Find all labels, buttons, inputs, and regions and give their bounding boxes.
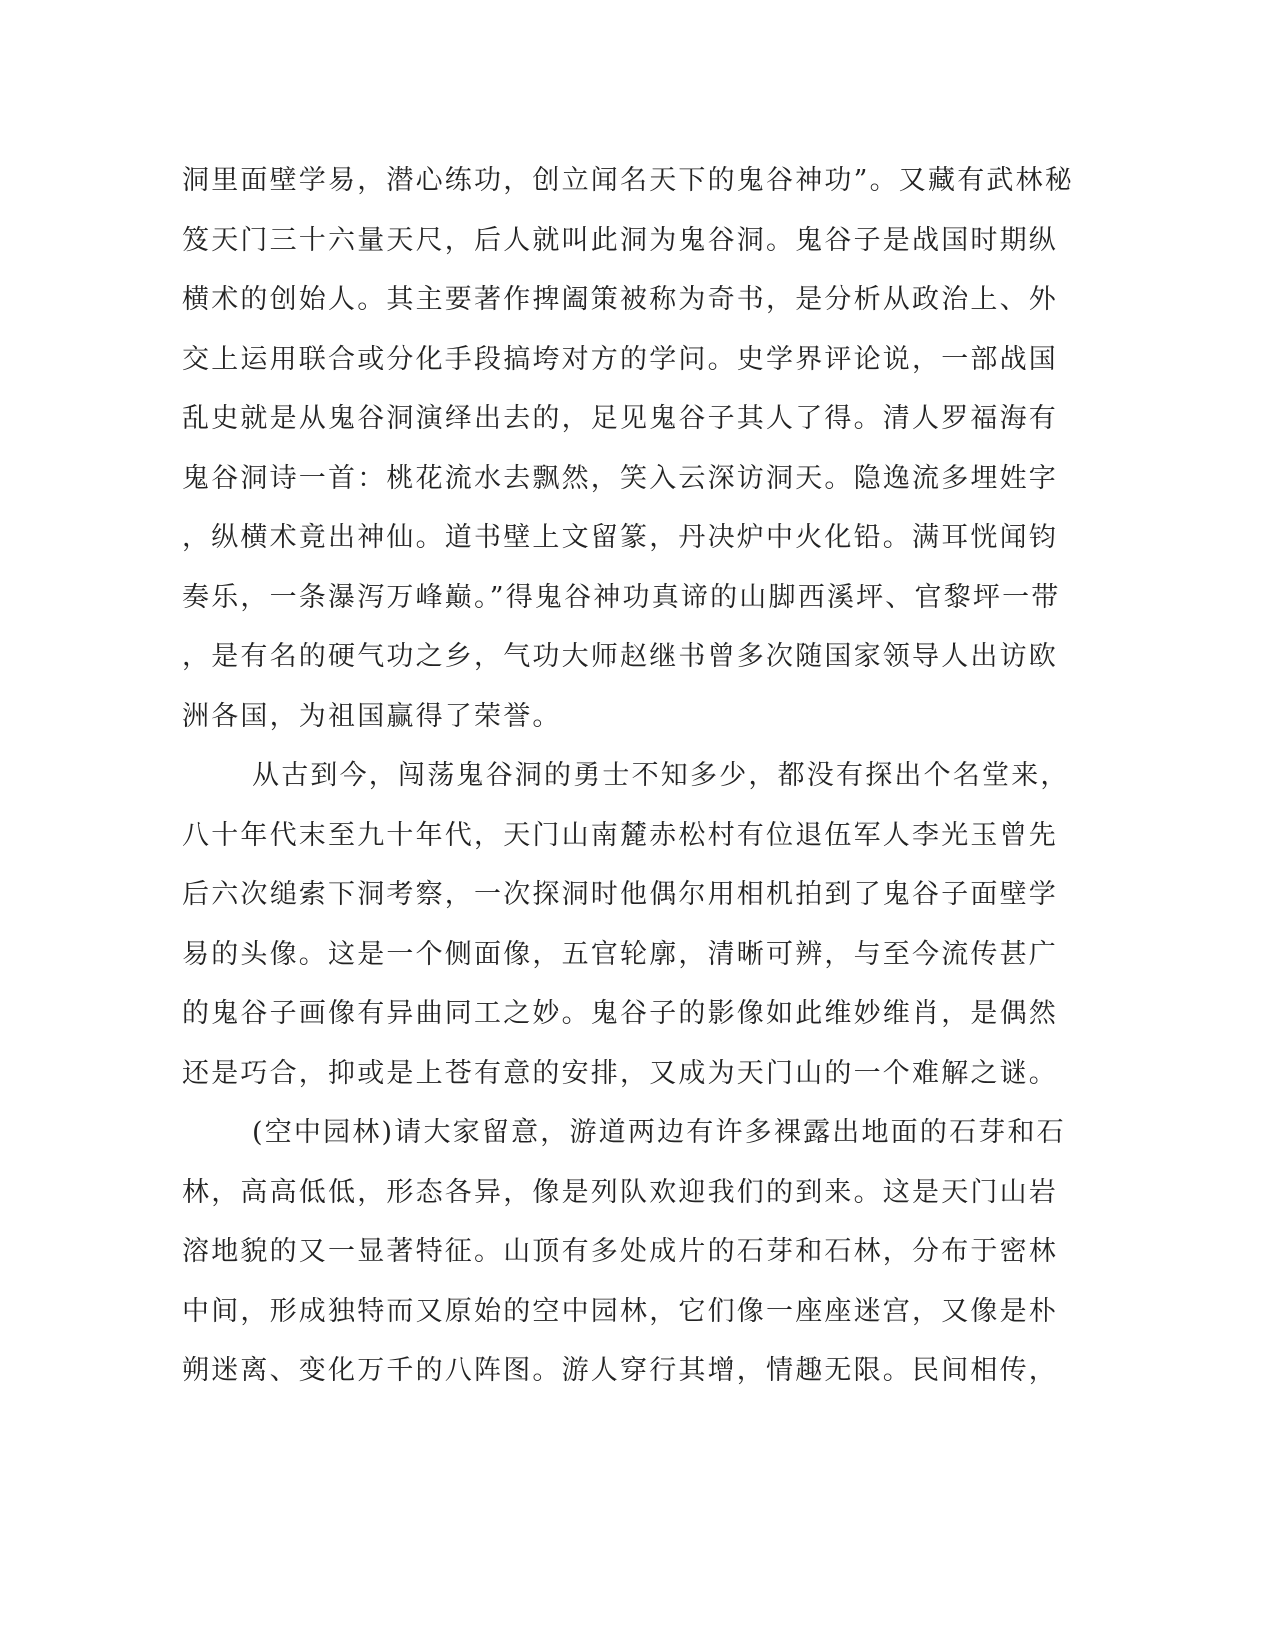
body-text xyxy=(182,158,1075,1408)
text-line: ，纵横术竟出神仙。道书壁上文留篆，丹决炉中火化铅。满耳恍闻钧 xyxy=(182,522,1058,553)
text-line: ，是有名的硬气功之乡，气功大师赵继书曾多次随国家领导人出访欧 xyxy=(182,641,1058,672)
text-line: 洞里面壁学易，潜心练功，创立闻名天下的鬼谷神功”。又藏有武林秘 xyxy=(182,165,1075,196)
text-line: 交上运用联合或分化手段搞垮对方的学问。史学界评论说，一部战国 xyxy=(182,343,1058,375)
text-line: 溶地貌的又一显著特征。山顶有多处成片的石芽和石林，分布于密林 xyxy=(182,1236,1058,1267)
text-line: 后六次缒索下洞考察，一次探洞时他偶尔用相机拍到了鬼谷子面壁学 xyxy=(182,879,1058,910)
paragraph-1 xyxy=(182,158,1075,753)
text-line: 还是巧合，抑或是上苍有意的安排，又成为天门山的一个难解之谜。 xyxy=(182,1057,1058,1089)
text-line: 乱史就是从鬼谷洞演绎出去的，足见鬼谷子其人了得。清人罗福海有 xyxy=(182,403,1058,434)
text-line: 林，高高低低，形态各异，像是列队欢迎我们的到来。这是天门山岩 xyxy=(182,1176,1058,1208)
text-line: 易的头像。这是一个侧面像，五官轮廓，清晰可辨，与至今流传甚广 xyxy=(182,938,1058,970)
paragraph-2 xyxy=(182,753,1070,1110)
text-line: (空中园林)请大家留意，游道两边有许多裸露出地面的石芽和石 xyxy=(252,1117,1066,1148)
text-line: 中间，形成独特而又原始的空中园林，它们像一座座迷宫，又像是朴 xyxy=(182,1295,1058,1327)
text-line: 八十年代末至九十年代，天门山南麓赤松村有位退伍军人李光玉曾先 xyxy=(182,819,1058,851)
text-line: 笈天门三十六量天尺，后人就叫此洞为鬼谷洞。鬼谷子是战国时期纵 xyxy=(182,224,1058,256)
text-line: 朔迷离、变化万千的八阵图。游人穿行其增，情趣无限。民间相传， xyxy=(182,1355,1058,1386)
text-line: 奏乐，一条瀑泻万峰巅。”得鬼谷神功真谛的山脚西溪坪、官黎坪一带 xyxy=(182,581,1061,613)
text-line: 的鬼谷子画像有异曲同工之妙。鬼谷子的影像如此维妙维肖，是偶然 xyxy=(182,998,1058,1029)
text-line: 横术的创始人。其主要著作捭阖策被称为奇书，是分析从政治上、外 xyxy=(182,284,1058,315)
text-line: 从古到今，闯荡鬼谷洞的勇士不知多少，都没有探出个名堂来， xyxy=(252,760,1070,791)
text-line: 洲各国，为祖国赢得了荣誉。 xyxy=(182,700,562,732)
text-line: 鬼谷洞诗一首：桃花流水去飘然，笑入云深访洞天。隐逸流多埋姓字 xyxy=(182,462,1058,494)
paragraph-3 xyxy=(182,1110,1066,1408)
